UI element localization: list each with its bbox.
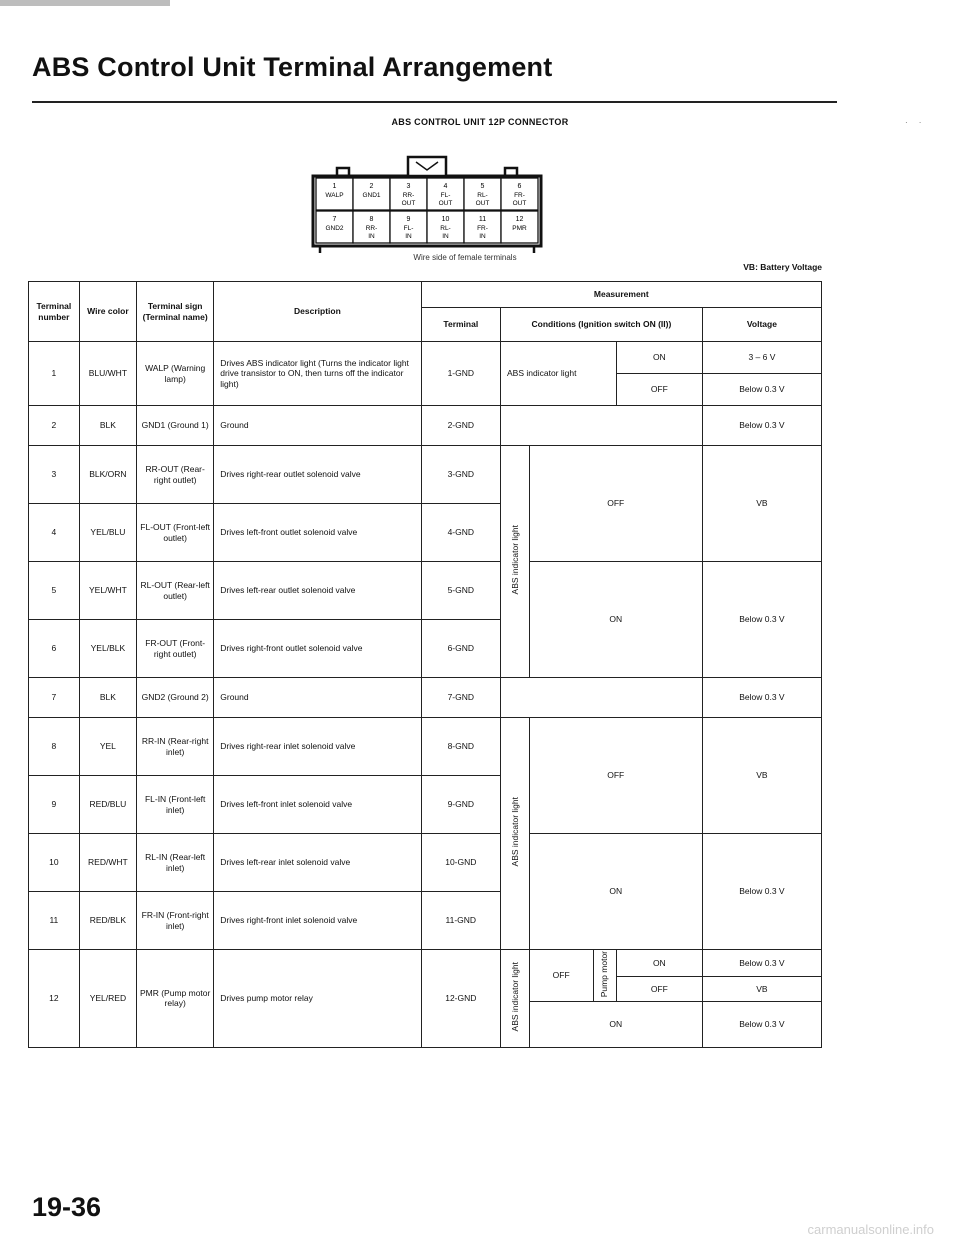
pin-label: IN: [442, 233, 449, 240]
pin-label: WALP: [325, 192, 344, 199]
connector-pins: [316, 178, 538, 243]
page-title: ABS Control Unit Terminal Arrangement: [32, 52, 553, 82]
abs-indicator-label: ABS indicator light: [501, 446, 530, 678]
pin-number: 2: [369, 183, 374, 190]
abs-indicator-label: ABS indicator light: [501, 950, 530, 1048]
th-wire-color: Wire color: [79, 282, 136, 342]
pump-motor-label: Pump motor: [593, 950, 616, 1002]
pin-number: 1: [332, 183, 337, 190]
pin-label: RR-: [402, 192, 415, 199]
pin-label: FR-: [477, 225, 488, 232]
table-row: 2 BLK GND1 (Ground 1) Ground 2-GND Below 0.3 V: [29, 406, 822, 446]
table-row: 1 BLU/WHT WALP (Warning lamp) Drives ABS indicator light (Turns the indicator light drive transistor to ON, then turns off the indicator light) 1-GND ABS indicator light ON 3 – 6 V: [29, 342, 822, 374]
table-row: 4 YEL/BLU FL-OUT (Front-left outlet) Drives left-front outlet solenoid valve 4-GND: [29, 504, 822, 562]
connector-diagram: [0, 0, 960, 260]
th-voltage: Voltage: [702, 308, 821, 342]
table-row: 9 RED/BLU FL-IN (Front-left inlet) Drives left-front inlet solenoid valve 9-GND: [29, 776, 822, 834]
table-row: 5 YEL/WHT RL-OUT (Rear-left outlet) Drives left-rear outlet solenoid valve 5-GND ON Below 0.3 V: [29, 562, 822, 620]
terminal-table: Terminal number Wire color Terminal sign (Terminal name) Description Measurement Terminal Conditions (Ignition switch ON (II)) Voltage 1 BLU/WHT WALP (Warning lamp) Drives ABS indicator light (Turns the indicator light drive transistor to ON, then turns off the indicator light) 1-GND ABS indicator light ON 3 – 6 V OFF Below 0.3 V 2 BLK GND1 (Ground 1) Ground 2-GND Below 0.3 V 3 BLK/ORN RR-OUT (Rear-right outlet) Drives right-rear outlet solenoid valve 3-GND ABS indicator light OFF VB 4 YEL/BLU FL-OUT (Front-left outlet) Drives left-front outlet solenoid valve 4-GND 5 YEL/WHT RL-OUT (Rear-left outlet) Drives left-rear outlet solenoid valve 5-GND ON Below 0.3 V 6 YEL/BLK FR-OUT (Front-right outlet) Drives right-front outlet solenoid valve 6-GND 7 BLK GND2 (Ground 2) Ground 7-GND Below 0.3 V 8 YEL RR-IN (Rear-right inlet) Drives right-rear inlet solenoid valve 8-GND ABS indicator light OFF VB 9 RED/BLU FL-IN (Front-left inlet) Drives left-front inlet solenoid valve 9-GND 10 RED/WHT RL-IN (Rear-left inlet) Drives left-rear inlet solenoid valve 10-GND ON Below 0.3 V 11 RED/BLK FR-IN (Front-right inlet) Drives right-front inlet solenoid valve 11-GND 12 YEL/RED PMR (Pump motor relay) Drives pump motor relay 12-GND ABS indicator light OFF Pump motor ON Below 0.3 V OFF VB ON Below 0.3 V: [28, 281, 822, 1048]
scan-marks: · ·: [905, 118, 922, 127]
connector-caption: Wire side of female terminals: [413, 253, 517, 262]
pin-label: FL-: [440, 192, 451, 199]
pin-label: IN: [368, 233, 375, 240]
th-terminal-sign: Terminal sign (Terminal name): [137, 282, 214, 342]
pin-label: RL-: [477, 192, 488, 199]
pin-label: FL-: [403, 225, 414, 232]
th-conditions: Conditions (Ignition switch ON (II)): [501, 308, 703, 342]
pin-label: IN: [479, 233, 486, 240]
table-row: 3 BLK/ORN RR-OUT (Rear-right outlet) Drives right-rear outlet solenoid valve 3-GND ABS indicator light OFF VB: [29, 446, 822, 504]
pin-number: 12: [515, 216, 524, 223]
pin-number: 7: [332, 216, 337, 223]
table-row: 12 YEL/RED PMR (Pump motor relay) Drives pump motor relay 12-GND ABS indicator light OFF Pump motor ON Below 0.3 V: [29, 950, 822, 977]
connector-title: ABS CONTROL UNIT 12P CONNECTOR: [391, 117, 569, 127]
abs-indicator-label: ABS indicator light: [501, 718, 530, 950]
pin-label: OUT: [438, 200, 453, 207]
watermark: carmanualsonline.info: [807, 1222, 934, 1237]
pin-label: RL-: [440, 225, 451, 232]
connector-lock: [408, 157, 446, 176]
page-number: 19-36: [32, 1192, 102, 1222]
table-row: 6 YEL/BLK FR-OUT (Front-right outlet) Drives right-front outlet solenoid valve 6-GND: [29, 620, 822, 678]
table-row: 11 RED/BLK FR-IN (Front-right inlet) Drives right-front inlet solenoid valve 11-GND: [29, 892, 822, 950]
vb-note: VB: Battery Voltage: [743, 262, 822, 272]
pin-label: OUT: [512, 200, 527, 207]
th-terminal: Terminal: [421, 308, 500, 342]
pin-number: 10: [441, 216, 450, 223]
table-row: 10 RED/WHT RL-IN (Rear-left inlet) Drives left-rear inlet solenoid valve 10-GND ON Below 0.3 V: [29, 834, 822, 892]
pin-number: 3: [406, 183, 411, 190]
th-measurement: Measurement: [421, 282, 821, 308]
pin-label: PMR: [512, 225, 527, 232]
pin-number: 5: [480, 183, 485, 190]
th-description: Description: [214, 282, 421, 342]
pin-label: FR-: [514, 192, 525, 199]
pin-number: 9: [406, 216, 411, 223]
pin-label: GND1: [362, 192, 381, 199]
pin-number: 6: [517, 183, 522, 190]
pin-number: 4: [443, 183, 448, 190]
table-row: 7 BLK GND2 (Ground 2) Ground 7-GND Below 0.3 V: [29, 678, 822, 718]
pin-number: 11: [478, 216, 487, 223]
pin-label: RR-: [365, 225, 378, 232]
pin-label: GND2: [325, 225, 344, 232]
pin-number: 8: [369, 216, 374, 223]
pin-label: IN: [405, 233, 412, 240]
pin-label: OUT: [475, 200, 490, 207]
th-terminal-number: Terminal number: [29, 282, 80, 342]
table-row: 8 YEL RR-IN (Rear-right inlet) Drives right-rear inlet solenoid valve 8-GND ABS indicator light OFF VB: [29, 718, 822, 776]
pin-label: OUT: [401, 200, 416, 207]
